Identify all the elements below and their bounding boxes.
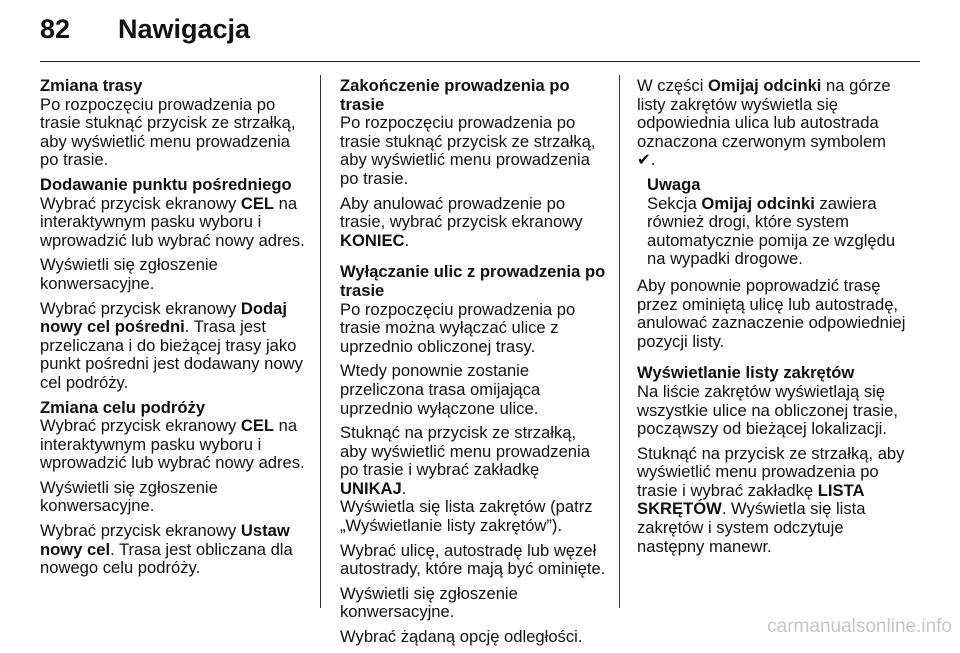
ui-term: KONIEC bbox=[340, 230, 405, 250]
column-divider bbox=[619, 75, 620, 608]
paragraph: Wyświetli się zgłoszenie konwersacyjne. bbox=[40, 255, 218, 293]
check-mark-icon: ✔ bbox=[637, 150, 651, 170]
ui-term: LISTA SKRĘTÓW bbox=[637, 480, 864, 519]
section-heading: Zmiana trasy bbox=[40, 76, 143, 95]
ui-term: Omijaj odcinki bbox=[701, 193, 815, 213]
paragraph: Wybrać przycisk ekranowy CEL na interaktywnym pasku wyboru i wprowadzić lub wybrać nowy adres. bbox=[40, 193, 305, 250]
column-1 bbox=[40, 77, 312, 584]
page-number: 82 bbox=[40, 14, 71, 44]
paragraph: Wyświetli się zgłoszenie konwersacyjne. bbox=[340, 583, 518, 622]
paragraph: Wybrać przycisk ekranowy Ustaw nowy cel. Trasa jest obliczana dla nowego celu podróży. bbox=[40, 521, 293, 578]
ui-term: Dodaj nowy cel pośredni bbox=[40, 298, 287, 337]
paragraph: Aby anulować prowadzenie po trasie, wybrać przycisk ekranowy KONIEC. bbox=[340, 193, 583, 250]
paragraph: Wybrać żądaną opcję odległości. bbox=[340, 627, 583, 647]
column-3 bbox=[637, 77, 907, 562]
section-heading: Zmiana celu podróży bbox=[40, 397, 206, 417]
section-heading: Wyświetlanie listy zakrętów bbox=[637, 363, 855, 383]
paragraph: Na liście zakrętów wyświetlają się wszystkie ulice na obliczonej trasie, począwszy od bieżącej lokalizacji. bbox=[637, 381, 899, 439]
paragraph: Wybrać przycisk ekranowy CEL na interaktywnym pasku wyboru i wprowadzić lub wybrać nowy adres. bbox=[40, 416, 305, 473]
paragraph: Po rozpoczęciu prowadzenia po trasie stuknąć przycisk ze strzałką, aby wyświetlić menu prowadzenia po trasie. bbox=[40, 94, 296, 170]
page-header bbox=[0, 0, 960, 64]
header-divider bbox=[40, 61, 920, 62]
column-2 bbox=[340, 77, 606, 653]
paragraph: Po rozpoczęciu prowadzenia po trasie można wyłączać ulice z uprzednio obliczonej trasy. bbox=[340, 299, 576, 356]
ui-term: CEL bbox=[240, 416, 275, 436]
note-text: Sekcja Omijaj odcinki zawiera również drogi, które system automatycznie pomija ze względu na wypadki drogowe. bbox=[647, 193, 896, 269]
paragraph: Wtedy ponownie zostanie przeliczona trasa omijająca uprzednio wyłączone ulice. bbox=[340, 361, 541, 418]
ui-term: CEL bbox=[240, 193, 275, 213]
paragraph: Wyświetli się zgłoszenie konwersacyjne. bbox=[40, 477, 218, 516]
section-heading: Zakończenie prowadzenia po trasie bbox=[340, 76, 570, 114]
paragraph: Stuknąć na przycisk ze strzałką, aby wyświetlić menu prowadzenia po trasie i wybrać zakładkę UNIKAJ. Wyświetla się lista zakrętów (patrz „Wyświetlanie listy zakrętów”). bbox=[340, 423, 593, 536]
section-heading: Dodawanie punktu pośredniego bbox=[40, 174, 292, 194]
ui-term: Ustaw nowy cel bbox=[40, 521, 290, 559]
ui-term: UNIKAJ bbox=[340, 478, 402, 498]
paragraph: Po rozpoczęciu prowadzenia po trasie stuknąć przycisk ze strzałką, aby wyświetlić menu prowadzenia po trasie. bbox=[340, 113, 596, 188]
note-box bbox=[647, 176, 907, 269]
ui-term: Omijaj odcinki bbox=[708, 76, 822, 95]
column-divider bbox=[320, 75, 321, 608]
watermark: carmanualsonline.info bbox=[767, 616, 952, 637]
paragraph: Aby ponownie poprowadzić trasę przez ominiętą ulicę lub autostradę, anulować zaznaczenie odpowiedniej pozycji listy. bbox=[637, 275, 906, 351]
paragraph: Stuknąć na przycisk ze strzałką, aby wyświetlić menu prowadzenia po trasie i wybrać zakładkę LISTA SKRĘTÓW. Wyświetla się lista zakrętów i system odczytuje następny manewr. bbox=[637, 443, 905, 556]
paragraph: Wybrać przycisk ekranowy Dodaj nowy cel pośredni. Trasa jest przeliczana i do bieżącej trasy jako punkt pośredni jest dodawany nowy cel podróży. bbox=[40, 298, 303, 392]
note-title: Uwaga bbox=[647, 174, 701, 194]
page-title: Nawigacja bbox=[118, 14, 251, 44]
paragraph: W części Omijaj odcinki na górze listy zakrętów wyświetla się odpowiednia ulica lub autostrada oznaczona czerwonym symbolem ✔. bbox=[637, 76, 891, 170]
section-heading: Wyłączanie ulic z prowadzenia po trasie bbox=[340, 262, 606, 300]
paragraph: Wybrać ulicę, autostradę lub węzeł autostrady, które mają być ominięte. bbox=[340, 540, 606, 579]
